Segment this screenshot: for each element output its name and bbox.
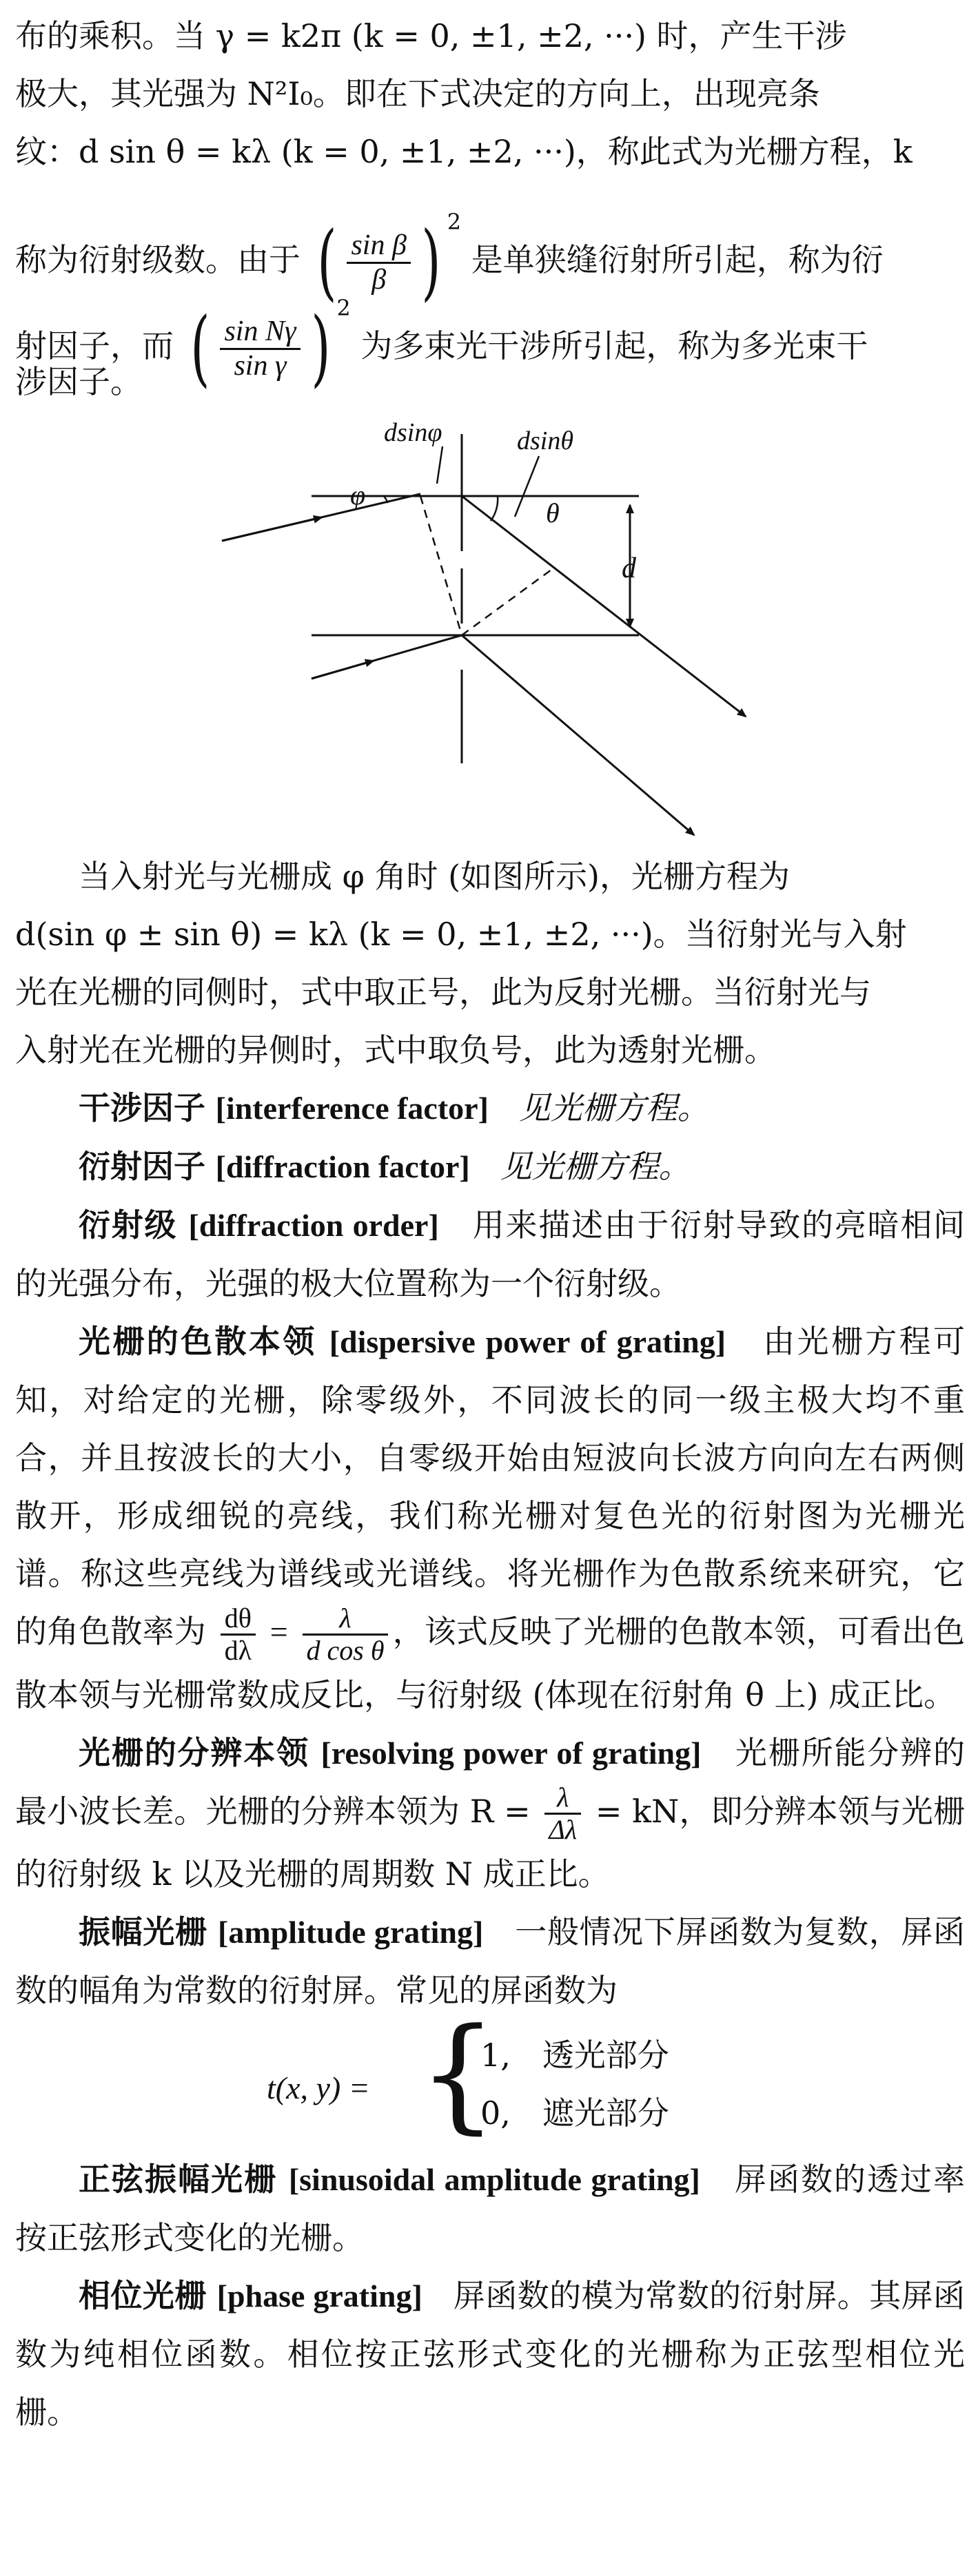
entry-interference-factor: [15, 1079, 965, 1137]
entry-text: 由光栅方程可知，对给定的光栅，除零级外，不同波长的同一级主极大均不重合，并且按波长的大小，自零级开始由短波向长波方向向左右两侧散开，形成细锐的亮线，我们称光栅对复色光的衍射图为光栅光谱。称这些亮线为谱线或光谱线。将光栅作为色散系统来研究，它的角色散率为: [15, 1323, 966, 1650]
entry-english: [sinusoidal amplitude grating]: [288, 2162, 700, 2197]
piecewise-lhs: t(x, y) =: [267, 2070, 370, 2105]
frac-denominator: dλ: [224, 1634, 252, 1666]
grating-eq-line-1: 当入射光与光栅成 φ 角时 (如图所示)，光栅方程为: [79, 858, 790, 895]
dsintheta-leader: [515, 456, 539, 517]
entry-text: 屏函数的模为常数的衍射屏。其屏函数为纯相位函数。相位按正弦形式变化的光栅称为正弦型相位光栅。: [15, 2277, 966, 2431]
equals-sign: =: [269, 1614, 288, 1649]
entry-reference: 见光栅方程。: [518, 1089, 709, 1126]
paren-open: (: [316, 214, 337, 310]
intro-line-4-text-b: 是单狭缝衍射所引起，称为衍: [471, 241, 884, 278]
theta-arc: [491, 496, 498, 521]
entry-resolving-power: [15, 1724, 965, 1904]
d-label: d: [622, 553, 636, 584]
entry-diffraction-order: [15, 1196, 965, 1312]
intro-line-2: 极大，其光强为 N²I₀。即在下式决定的方向上，出现亮条: [15, 75, 820, 112]
frac-numerator: λ: [544, 1782, 581, 1815]
entry-english: [diffraction order]: [188, 1208, 439, 1243]
entry-phase-grating: [15, 2267, 965, 2441]
entry-english: [amplitude grating]: [218, 1915, 484, 1950]
paren-open: (: [190, 300, 210, 396]
entry-term: 光栅的分辨本领: [79, 1733, 309, 1771]
entry-text-continued: ，该式反映了光栅的色散本领，可看出色散本领与光栅常数成反比，与衍射级 (体现在衍射角 θ 上) 成正比。: [15, 1613, 965, 1713]
paren-close: ): [421, 214, 441, 310]
grating-diagram-svg: [15, 413, 965, 841]
dashed-line-left: [420, 496, 462, 635]
entry-text: 光栅所能分辨的最小波长差。光栅的分辨本领为 R =: [15, 1733, 966, 1830]
dispersion-ratio-fraction: [303, 1603, 389, 1666]
frac-numerator: sin β: [347, 229, 410, 263]
piecewise-row-2: 0, 遮光部分: [480, 2094, 669, 2132]
intro-line-4: [15, 181, 884, 310]
entry-english: [resolving power of grating]: [320, 1735, 702, 1771]
entry-dispersive-power: [15, 1312, 965, 1724]
entry-english: [diffraction factor]: [215, 1149, 470, 1184]
diffracted-ray-bottom: [462, 635, 694, 835]
incident-ray-top-arrow: [222, 517, 322, 541]
theta-label: θ: [546, 497, 560, 528]
phi-label: φ: [350, 480, 366, 511]
frac-numerator: λ: [303, 1603, 389, 1636]
entry-term: 衍射级: [79, 1206, 178, 1244]
entry-text: 屏函数的透过率按正弦形式变化的光栅。: [15, 2161, 965, 2256]
frac-denominator: β: [371, 263, 387, 296]
document-page: [15, 7, 965, 2441]
grating-eq-line-4: 入射光在光栅的异侧时，式中取负号，此为透射光栅。: [15, 1031, 776, 1069]
screen-function-equation: [15, 2002, 965, 2150]
intro-line-5-text-a: 射因子，而: [15, 327, 174, 364]
entry-term: 干涉因子: [79, 1089, 205, 1126]
angular-dispersion-fraction: [221, 1603, 256, 1666]
entry-term: 衍射因子: [79, 1148, 205, 1185]
intro-paragraph: [15, 7, 965, 411]
grating-eq-line-3: 光在光栅的同侧时，式中取正号，此为反射光栅。当衍射光与: [15, 973, 871, 1011]
dsintheta-label: dsinθ: [517, 426, 574, 455]
intro-line-4-text-a: 称为衍射级数。由于: [15, 241, 300, 278]
multi-beam-fraction: [220, 316, 300, 381]
entry-text: 一般情况下屏函数为复数，屏函数的幅角为常数的衍射屏。常见的屏函数为: [15, 1913, 966, 2009]
entry-term: 正弦振幅光栅: [79, 2161, 278, 2198]
entry-term: 相位光栅: [79, 2277, 207, 2314]
entry-diffraction-factor: [15, 1137, 965, 1196]
frac-numerator: sin Nγ: [220, 316, 300, 349]
frac-denominator: d cos θ: [306, 1634, 385, 1666]
entry-text-continued: = kN，即分辨本领与光栅的衍射级 k 以及光栅的周期数 N 成正比。: [15, 1792, 966, 1893]
intro-line-5-text-b: 为多束光干涉所引起，称为多光束干: [360, 327, 868, 364]
piecewise-row-1: 1, 透光部分: [480, 2037, 669, 2074]
intro-line-6: 涉因子。: [15, 363, 142, 400]
diffracted-ray-top: [462, 496, 746, 717]
entry-english: [phase grating]: [216, 2278, 422, 2314]
entry-term: 光栅的色散本领: [79, 1323, 317, 1360]
entry-english: [dispersive power of grating]: [329, 1324, 726, 1359]
grating-diagram: [15, 413, 965, 841]
dashed-line-right: [462, 568, 554, 635]
frac-denominator: sin γ: [234, 349, 287, 382]
exponent: 2: [336, 295, 351, 321]
entry-sinusoidal-amplitude-grating: [15, 2150, 965, 2267]
grating-equation-paragraph: [15, 847, 965, 1079]
resolving-fraction: [544, 1782, 581, 1845]
frac-denominator: Δλ: [549, 1814, 578, 1845]
dsinphi-leader: [437, 446, 442, 484]
dsinphi-label: dsinφ: [384, 418, 442, 447]
intro-line-3: 纹：d sin θ = kλ (k = 0, ±1, ±2, ···)，称此式为光栅方程，k: [15, 133, 913, 170]
exponent: 2: [447, 209, 462, 235]
grating-eq-line-2: d(sin φ ± sin θ) = kλ (k = 0, ±1, ±2, ···)。当衍射光与入射: [15, 916, 907, 953]
entry-term: 振幅光栅: [79, 1913, 207, 1950]
entry-english: [interference factor]: [215, 1091, 489, 1126]
frac-numerator: dθ: [221, 1603, 256, 1636]
left-brace: {: [418, 2002, 498, 2146]
incident-ray-bottom-arrow: [312, 661, 374, 679]
entry-text: 用来描述由于衍射导致的亮暗相间的光强分布，光强的极大位置称为一个衍射级。: [15, 1206, 966, 1302]
intro-line-1: 布的乘积。当 γ = k2π (k = 0, ±1, ±2, ···) 时，产生干涉: [15, 17, 847, 54]
paren-close: ): [310, 300, 330, 396]
entry-reference: 见光栅方程。: [500, 1148, 691, 1185]
